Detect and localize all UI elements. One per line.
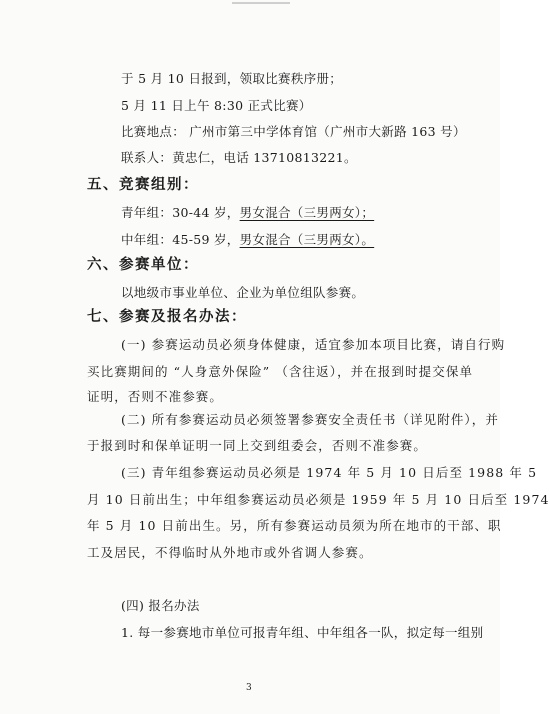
paragraph-line: (二) 所有参赛运动员必须签署参赛安全责任书（详见附件），并	[121, 412, 499, 427]
group-middle-mix: 男女混合（三男两女）。	[239, 232, 375, 247]
info-line-registration: 于 5 月 10 日报到，领取比赛秩序册；	[121, 71, 343, 86]
group-youth	[121, 205, 374, 221]
paragraph-line: (三) 青年组参赛运动员必须是 1974 年 5 月 10 日后至 1988 年 5	[121, 465, 538, 480]
section-heading-groups: 五、竞赛组别：	[87, 177, 199, 193]
top-divider	[232, 2, 290, 4]
info-line-match-time: 5 月 11 日上午 8:30 正式比赛）	[121, 98, 312, 113]
units-text: 以地级市事业单位、企业为单位组队参赛。	[121, 285, 365, 300]
section-heading-registration: 七、参赛及报名办法：	[87, 309, 247, 325]
group-youth-mix: 男女混合（三男两女）；	[239, 205, 375, 220]
group-middle-age: 中年组：45-59 岁，	[121, 232, 240, 247]
paragraph-line: 工及居民，不得临时从外地市或外省调人参赛。	[87, 545, 373, 560]
paragraph-line: 买比赛期间的 “人身意外保险” （含往返），并在报到时提交保单	[87, 364, 474, 379]
info-line-venue: 比赛地点： 广州市第三中学体育馆（广州市大新路 163 号）	[121, 124, 466, 139]
page-number: 3	[246, 683, 252, 693]
paragraph-line: (一) 参赛运动员必须身体健康，适宜参加本项目比赛，请自行购	[121, 337, 506, 352]
paragraph-line: 月 10 日前出生；中年组参赛运动员必须是 1959 年 5 月 10 日后至 1974	[87, 492, 550, 507]
group-middle	[121, 232, 374, 248]
info-line-contact: 联系人：黄忠仁，电话 13710813221。	[121, 150, 357, 165]
section-heading-units: 六、参赛单位：	[87, 257, 199, 273]
paragraph-line: 于报到时和保单证明一同上交到组委会，否则不准参赛。	[87, 438, 428, 453]
registration-item-1: 1. 每一参赛地市单位可报青年组、中年组各一队，拟定每一组别	[121, 625, 484, 640]
paragraph-line: 年 5 月 10 日前出生。另，所有参赛运动员须为所在地市的干部、职	[87, 518, 502, 533]
sub-heading-registration-method: (四) 报名办法	[121, 598, 200, 613]
paragraph-line: 证明，否则不准参赛。	[87, 389, 224, 404]
group-youth-age: 青年组：30-44 岁，	[121, 205, 240, 220]
